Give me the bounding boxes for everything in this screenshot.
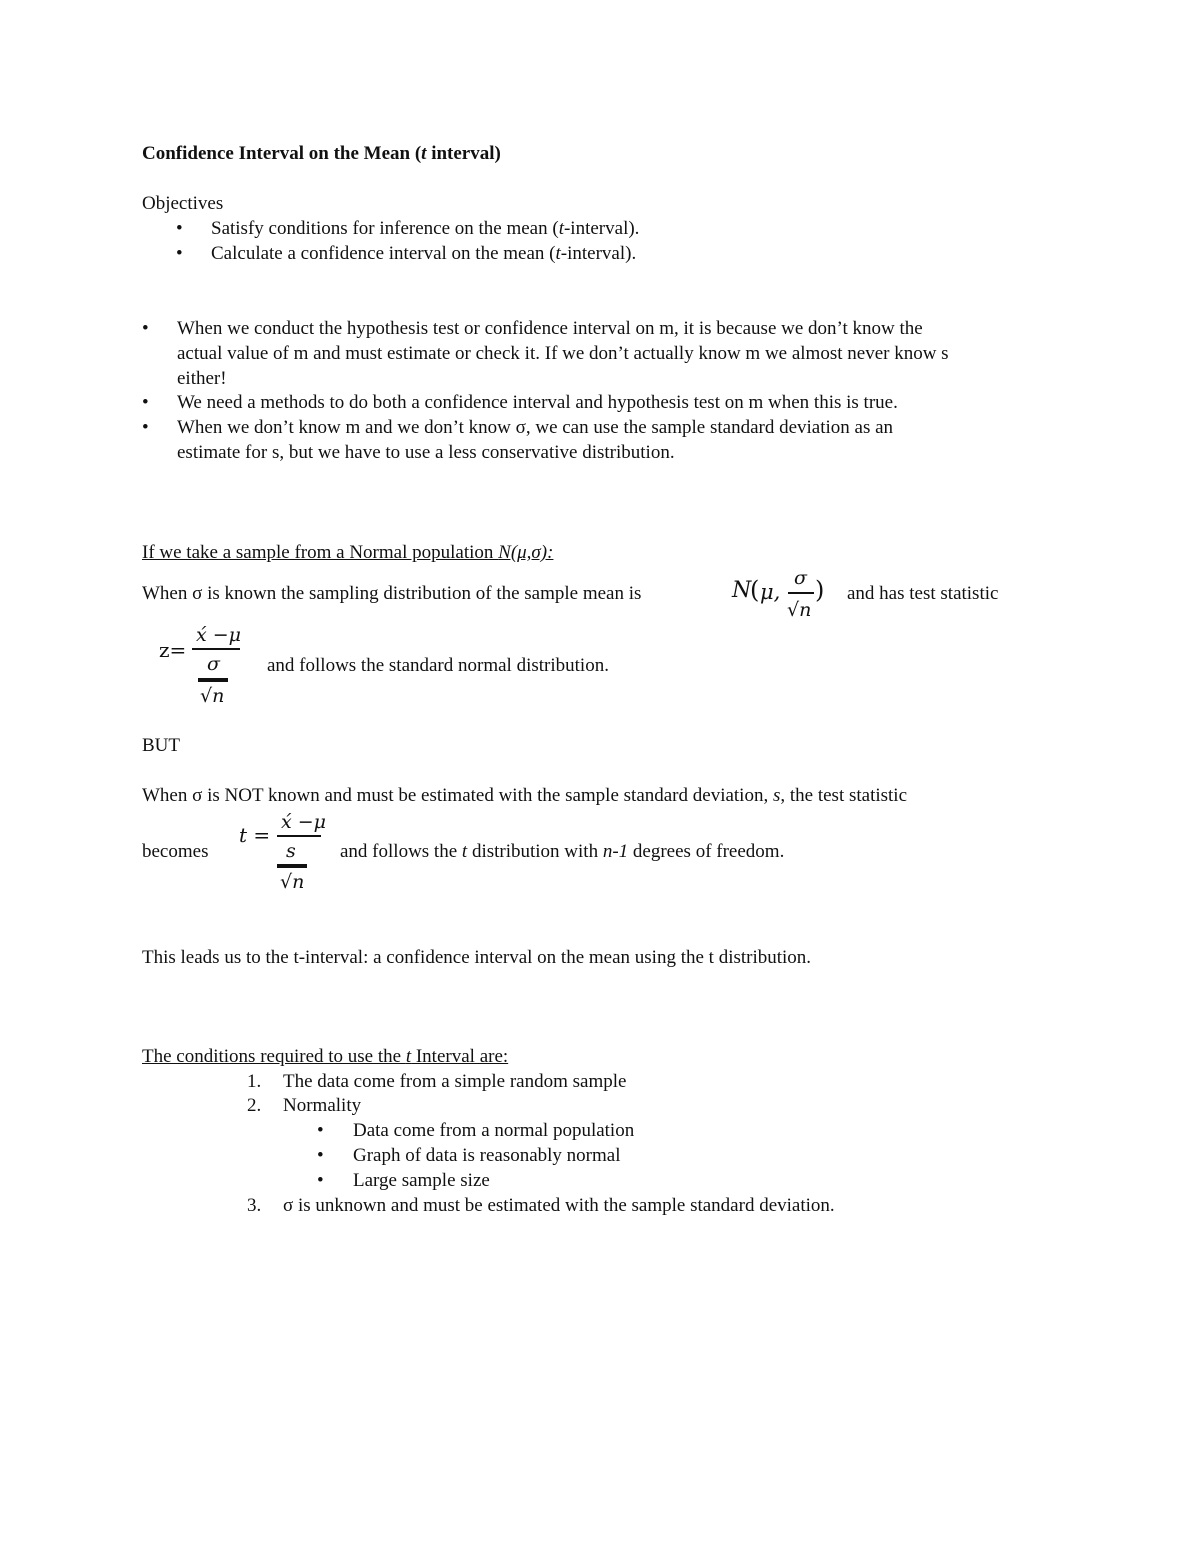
bullet-text: When we don’t know m and we don’t know σ, we can use the sample standard deviation as an <box>177 417 894 438</box>
t-frac-bar <box>277 835 321 837</box>
formula-sigma: σ <box>794 567 807 589</box>
z-den-sigma: σ <box>207 653 220 675</box>
t-label: t = <box>239 823 271 847</box>
bullet-text: When we conduct the hypothesis test or confidence interval on m, it is because we don’t know the <box>177 318 923 339</box>
t-den-sqrt <box>280 871 304 895</box>
z-den-n: n <box>212 685 225 707</box>
becomes-text: becomes <box>142 841 209 862</box>
formula-sqrt <box>787 599 811 623</box>
bullet-char: • <box>176 243 183 264</box>
conditions-heading <box>142 1046 508 1069</box>
known-line: When σ is known the sampling distribution of the sample mean is <box>142 583 642 604</box>
bullet-char: • <box>142 392 149 413</box>
condition-number: 3. <box>247 1195 262 1216</box>
follow-mid: distribution with <box>467 841 603 862</box>
sqrt-sign: √ <box>280 871 293 893</box>
bullet-text: either! <box>177 368 227 389</box>
objective-item <box>211 218 639 241</box>
conditions-heading-t: t <box>405 1046 412 1067</box>
condition-item: σ is unknown and must be estimated with the sample standard deviation. <box>283 1195 835 1216</box>
formula-paren-close: ) <box>815 576 825 604</box>
sqrt-sign: √ <box>787 599 800 621</box>
condition-sub-item: Graph of data is reasonably normal <box>353 1145 621 1166</box>
unknown-text: When σ is NOT known and must be estimated with the sample standard deviation, <box>142 785 773 806</box>
bullet-char: • <box>142 318 149 339</box>
heading-italic: N(μ,σ): <box>498 542 554 563</box>
objective-text: Calculate a confidence interval on the mean ( <box>211 243 556 264</box>
bullet-char: • <box>317 1145 324 1166</box>
follow-t: t <box>461 841 468 862</box>
z-label: z= <box>159 638 187 662</box>
objective-text-end: -interval). <box>560 243 637 264</box>
formula-paren-open: ( <box>750 576 760 604</box>
z-frac-bar <box>192 648 240 650</box>
t-follow-text <box>340 841 784 864</box>
objective-text-end: -interval). <box>563 218 640 239</box>
bullet-char: • <box>317 1170 324 1191</box>
condition-item: Normality <box>283 1095 362 1116</box>
unknown-text-end: , the test statistic <box>780 785 908 806</box>
z-numerator: x́ −μ <box>196 624 242 646</box>
condition-item: The data come from a simple random sample <box>283 1071 627 1092</box>
formula-n: n <box>799 599 812 621</box>
t-numerator: x́ −μ <box>281 811 327 833</box>
objective-text: Satisfy conditions for inference on the mean ( <box>211 218 559 239</box>
bullet-char: • <box>142 417 149 438</box>
t-inner-frac-bar <box>277 864 307 868</box>
objectives-heading: Objectives <box>142 193 224 214</box>
objective-item <box>211 243 636 266</box>
follow-post: degrees of freedom. <box>628 841 785 862</box>
bullet-text: actual value of m and must estimate or check it. If we don’t actually know m we almost never know s <box>177 343 949 364</box>
unknown-line <box>142 785 907 808</box>
sqrt-sign: √ <box>200 685 213 707</box>
condition-sub-item: Large sample size <box>353 1170 490 1191</box>
normal-section-heading <box>142 542 553 565</box>
bullet-char: • <box>176 218 183 239</box>
formula-mu: μ, <box>760 580 781 604</box>
z-den-sqrt <box>200 685 224 709</box>
test-stat-text: and has test statistic <box>847 583 999 604</box>
condition-number: 2. <box>247 1095 262 1116</box>
but-text: BUT <box>142 735 180 756</box>
conditions-heading-text: The conditions required to use the <box>142 1046 406 1067</box>
heading-text: If we take a sample from a Normal population <box>142 542 499 563</box>
conditions-heading-end: Interval are: <box>411 1046 509 1067</box>
bullet-text: estimate for s, but we have to use a less conservative distribution. <box>177 442 675 463</box>
formula-frac-bar <box>788 592 814 594</box>
z-follow-text: and follows the standard normal distribution. <box>267 655 609 676</box>
objective-t: t <box>555 243 561 264</box>
bullet-char: • <box>317 1120 324 1141</box>
title-end: interval) <box>426 143 501 164</box>
objective-t: t <box>558 218 564 239</box>
page-title <box>142 143 501 166</box>
formula-N: N <box>732 578 752 603</box>
bullet-text: We need a methods to do both a confidence interval and hypothesis test on m when this is true. <box>177 392 898 413</box>
follow-text: and follows the <box>340 841 462 862</box>
z-inner-frac-bar <box>198 678 228 682</box>
leads-text: This leads us to the t-interval: a confidence interval on the mean using the t distribution. <box>142 947 812 968</box>
t-den-n: n <box>292 871 305 893</box>
condition-sub-item: Data come from a normal population <box>353 1120 635 1141</box>
unknown-s: s <box>772 785 781 806</box>
title-main: Confidence Interval on the Mean ( <box>142 143 422 164</box>
title-t: t <box>421 143 427 164</box>
condition-number: 1. <box>247 1071 262 1092</box>
t-den-s: s <box>286 840 296 862</box>
follow-n1: n-1 <box>602 841 629 862</box>
